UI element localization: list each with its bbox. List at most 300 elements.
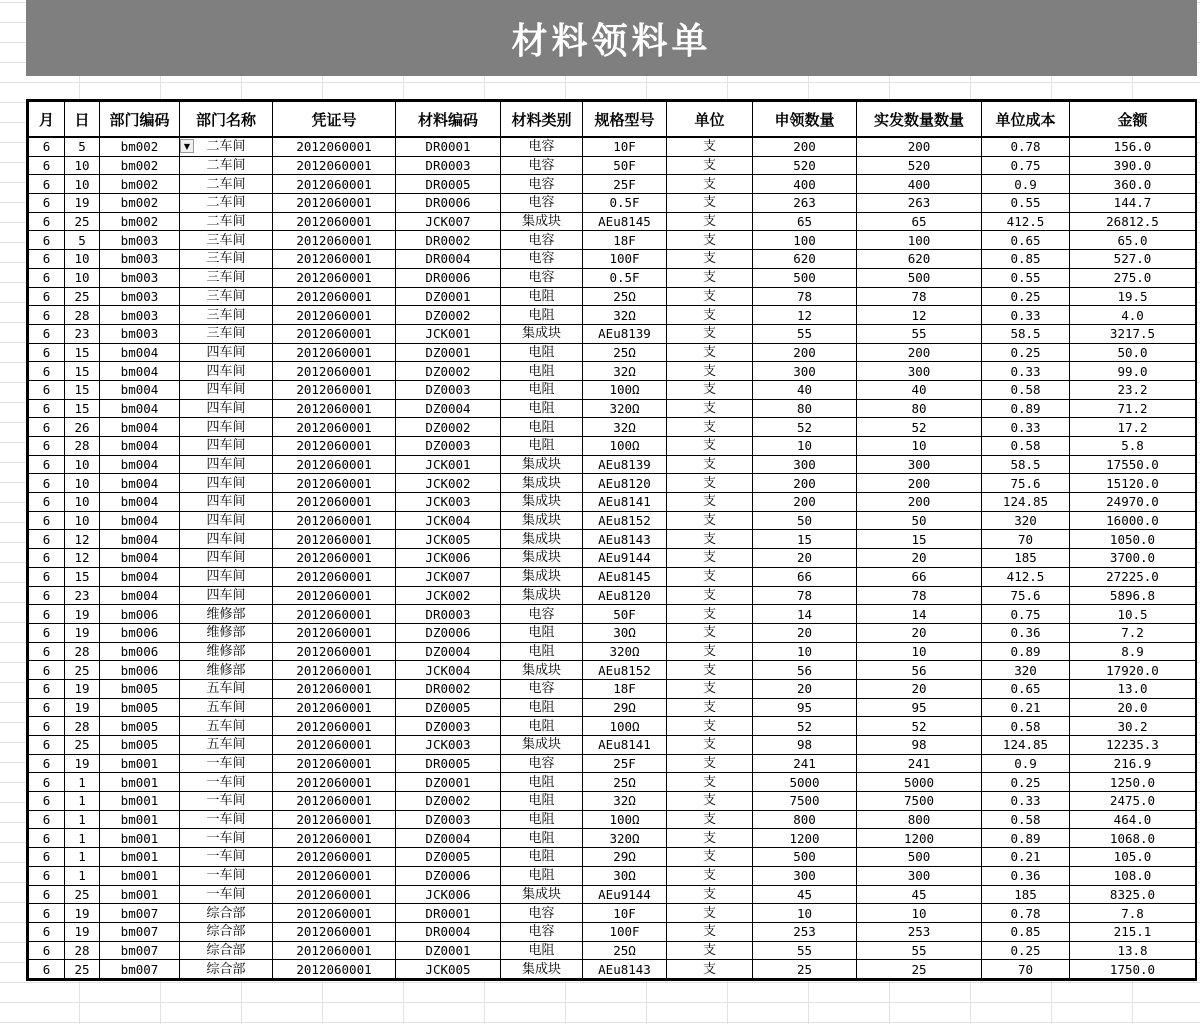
cell-amount[interactable]: 1050.0 bbox=[1070, 530, 1196, 549]
cell-requested-qty[interactable]: 1200 bbox=[753, 829, 857, 848]
cell-dept-code[interactable]: bm006 bbox=[100, 661, 180, 680]
cell-voucher-no[interactable]: 2012060001 bbox=[273, 866, 396, 885]
cell-unit-cost[interactable]: 0.89 bbox=[982, 829, 1070, 848]
cell-unit-cost[interactable]: 0.85 bbox=[982, 250, 1070, 269]
cell-day[interactable]: 10 bbox=[65, 175, 100, 194]
cell-requested-qty[interactable]: 520 bbox=[753, 156, 857, 175]
cell-requested-qty[interactable]: 65 bbox=[753, 212, 857, 231]
cell-requested-qty[interactable]: 10 bbox=[753, 642, 857, 661]
cell-day[interactable]: 1 bbox=[65, 848, 100, 867]
cell-requested-qty[interactable]: 300 bbox=[753, 455, 857, 474]
cell-spec-model[interactable]: AEu8152 bbox=[583, 511, 667, 530]
cell-unit-cost[interactable]: 0.9 bbox=[982, 754, 1070, 773]
cell-material-category[interactable]: 电阻 bbox=[501, 717, 583, 736]
column-header-amount[interactable]: 金额 bbox=[1070, 102, 1196, 138]
column-header-voucher-no[interactable]: 凭证号 bbox=[273, 102, 396, 138]
cell-unit-cost[interactable]: 185 bbox=[982, 549, 1070, 568]
cell-day[interactable]: 28 bbox=[65, 941, 100, 960]
cell-dept-code[interactable]: bm003 bbox=[100, 324, 180, 343]
cell-unit[interactable]: 支 bbox=[667, 567, 753, 586]
cell-spec-model[interactable]: 100F bbox=[583, 922, 667, 941]
cell-unit[interactable]: 支 bbox=[667, 904, 753, 923]
cell-issued-qty[interactable]: 520 bbox=[857, 156, 982, 175]
cell-unit-cost[interactable]: 320 bbox=[982, 661, 1070, 680]
cell-unit[interactable]: 支 bbox=[667, 324, 753, 343]
cell-month[interactable]: 6 bbox=[29, 941, 65, 960]
cell-issued-qty[interactable]: 52 bbox=[857, 418, 982, 437]
cell-dept-code[interactable]: bm007 bbox=[100, 904, 180, 923]
cell-dept-name[interactable]: 一车间 bbox=[180, 810, 273, 829]
cell-day[interactable]: 5 bbox=[65, 137, 100, 156]
cell-dept-name[interactable]: 维修部 bbox=[180, 661, 273, 680]
cell-dept-name[interactable]: 三车间 bbox=[180, 287, 273, 306]
cell-material-code[interactable]: JCK006 bbox=[396, 885, 501, 904]
cell-dept-code[interactable]: bm004 bbox=[100, 437, 180, 456]
cell-dept-name[interactable]: 二车间 bbox=[180, 194, 273, 213]
cell-amount[interactable]: 8.9 bbox=[1070, 642, 1196, 661]
cell-amount[interactable]: 71.2 bbox=[1070, 399, 1196, 418]
cell-material-category[interactable]: 电阻 bbox=[501, 343, 583, 362]
cell-amount[interactable]: 275.0 bbox=[1070, 268, 1196, 287]
cell-day[interactable]: 15 bbox=[65, 343, 100, 362]
cell-day[interactable]: 10 bbox=[65, 268, 100, 287]
cell-voucher-no[interactable]: 2012060001 bbox=[273, 212, 396, 231]
cell-issued-qty[interactable]: 56 bbox=[857, 661, 982, 680]
cell-month[interactable]: 6 bbox=[29, 567, 65, 586]
column-header-material-code[interactable]: 材料编码 bbox=[396, 102, 501, 138]
cell-issued-qty[interactable]: 45 bbox=[857, 885, 982, 904]
cell-voucher-no[interactable]: 2012060001 bbox=[273, 530, 396, 549]
cell-month[interactable]: 6 bbox=[29, 175, 65, 194]
cell-dept-name[interactable]: 四车间 bbox=[180, 455, 273, 474]
cell-unit[interactable]: 支 bbox=[667, 885, 753, 904]
cell-day[interactable]: 25 bbox=[65, 212, 100, 231]
cell-dept-name[interactable]: 一车间 bbox=[180, 754, 273, 773]
cell-amount[interactable]: 12235.3 bbox=[1070, 736, 1196, 755]
cell-requested-qty[interactable]: 40 bbox=[753, 380, 857, 399]
cell-dept-code[interactable]: bm004 bbox=[100, 380, 180, 399]
cell-day[interactable]: 26 bbox=[65, 418, 100, 437]
cell-dept-code[interactable]: bm004 bbox=[100, 455, 180, 474]
cell-voucher-no[interactable]: 2012060001 bbox=[273, 773, 396, 792]
cell-month[interactable]: 6 bbox=[29, 549, 65, 568]
cell-issued-qty[interactable]: 12 bbox=[857, 306, 982, 325]
cell-dept-code[interactable]: bm004 bbox=[100, 567, 180, 586]
cell-spec-model[interactable]: 30Ω bbox=[583, 866, 667, 885]
cell-month[interactable]: 6 bbox=[29, 736, 65, 755]
cell-dept-code[interactable]: bm001 bbox=[100, 792, 180, 811]
cell-dept-code[interactable]: bm004 bbox=[100, 586, 180, 605]
cell-material-category[interactable]: 电容 bbox=[501, 194, 583, 213]
cell-day[interactable]: 19 bbox=[65, 904, 100, 923]
cell-amount[interactable]: 17550.0 bbox=[1070, 455, 1196, 474]
cell-issued-qty[interactable]: 200 bbox=[857, 343, 982, 362]
cell-day[interactable]: 12 bbox=[65, 549, 100, 568]
cell-requested-qty[interactable]: 10 bbox=[753, 437, 857, 456]
cell-material-code[interactable]: JCK002 bbox=[396, 474, 501, 493]
cell-unit[interactable]: 支 bbox=[667, 866, 753, 885]
cell-material-code[interactable]: JCK007 bbox=[396, 212, 501, 231]
cell-material-category[interactable]: 电阻 bbox=[501, 399, 583, 418]
cell-material-code[interactable]: JCK001 bbox=[396, 324, 501, 343]
cell-voucher-no[interactable]: 2012060001 bbox=[273, 231, 396, 250]
cell-requested-qty[interactable]: 200 bbox=[753, 137, 857, 156]
cell-material-code[interactable]: DZ0003 bbox=[396, 810, 501, 829]
cell-dept-name[interactable]: 四车间 bbox=[180, 399, 273, 418]
cell-amount[interactable]: 105.0 bbox=[1070, 848, 1196, 867]
cell-dept-code[interactable]: bm003 bbox=[100, 287, 180, 306]
cell-voucher-no[interactable]: 2012060001 bbox=[273, 306, 396, 325]
cell-month[interactable]: 6 bbox=[29, 380, 65, 399]
cell-dept-name[interactable]: 二车间 bbox=[180, 175, 273, 194]
cell-amount[interactable]: 390.0 bbox=[1070, 156, 1196, 175]
cell-day[interactable]: 15 bbox=[65, 380, 100, 399]
cell-issued-qty[interactable]: 55 bbox=[857, 324, 982, 343]
cell-material-category[interactable]: 电阻 bbox=[501, 866, 583, 885]
cell-unit[interactable]: 支 bbox=[667, 231, 753, 250]
cell-amount[interactable]: 3217.5 bbox=[1070, 324, 1196, 343]
cell-voucher-no[interactable]: 2012060001 bbox=[273, 324, 396, 343]
cell-amount[interactable]: 464.0 bbox=[1070, 810, 1196, 829]
cell-voucher-no[interactable]: 2012060001 bbox=[273, 642, 396, 661]
cell-requested-qty[interactable]: 55 bbox=[753, 941, 857, 960]
cell-issued-qty[interactable]: 20 bbox=[857, 679, 982, 698]
cell-issued-qty[interactable]: 100 bbox=[857, 231, 982, 250]
cell-month[interactable]: 6 bbox=[29, 960, 65, 979]
cell-material-category[interactable]: 集成块 bbox=[501, 586, 583, 605]
cell-spec-model[interactable]: 29Ω bbox=[583, 848, 667, 867]
cell-unit[interactable]: 支 bbox=[667, 156, 753, 175]
cell-dept-code[interactable]: bm004 bbox=[100, 530, 180, 549]
cell-month[interactable]: 6 bbox=[29, 343, 65, 362]
cell-dept-code[interactable]: bm005 bbox=[100, 736, 180, 755]
cell-unit-cost[interactable]: 70 bbox=[982, 530, 1070, 549]
cell-requested-qty[interactable]: 14 bbox=[753, 605, 857, 624]
cell-spec-model[interactable]: AEu8120 bbox=[583, 474, 667, 493]
cell-dept-code[interactable]: bm002 bbox=[100, 194, 180, 213]
cell-voucher-no[interactable]: 2012060001 bbox=[273, 287, 396, 306]
cell-voucher-no[interactable]: 2012060001 bbox=[273, 567, 396, 586]
cell-voucher-no[interactable]: 2012060001 bbox=[273, 250, 396, 269]
cell-dept-name[interactable]: 一车间 bbox=[180, 848, 273, 867]
cell-voucher-no[interactable]: 2012060001 bbox=[273, 511, 396, 530]
cell-dept-name[interactable]: 一车间 bbox=[180, 792, 273, 811]
cell-material-code[interactable]: DZ0006 bbox=[396, 623, 501, 642]
cell-amount[interactable]: 360.0 bbox=[1070, 175, 1196, 194]
cell-voucher-no[interactable]: 2012060001 bbox=[273, 605, 396, 624]
cell-dept-name[interactable]: 维修部 bbox=[180, 605, 273, 624]
cell-amount[interactable]: 7.2 bbox=[1070, 623, 1196, 642]
cell-spec-model[interactable]: 100Ω bbox=[583, 437, 667, 456]
cell-spec-model[interactable]: 100F bbox=[583, 250, 667, 269]
cell-material-category[interactable]: 电容 bbox=[501, 156, 583, 175]
cell-material-category[interactable]: 电容 bbox=[501, 137, 583, 156]
cell-unit[interactable]: 支 bbox=[667, 829, 753, 848]
cell-month[interactable]: 6 bbox=[29, 137, 65, 156]
cell-requested-qty[interactable]: 10 bbox=[753, 904, 857, 923]
cell-day[interactable]: 10 bbox=[65, 493, 100, 512]
cell-unit-cost[interactable]: 0.36 bbox=[982, 866, 1070, 885]
cell-voucher-no[interactable]: 2012060001 bbox=[273, 399, 396, 418]
cell-unit-cost[interactable]: 0.25 bbox=[982, 343, 1070, 362]
cell-spec-model[interactable]: 25F bbox=[583, 175, 667, 194]
cell-amount[interactable]: 215.1 bbox=[1070, 922, 1196, 941]
cell-issued-qty[interactable]: 55 bbox=[857, 941, 982, 960]
cell-requested-qty[interactable]: 55 bbox=[753, 324, 857, 343]
cell-dept-name[interactable]: 五车间 bbox=[180, 698, 273, 717]
cell-dept-code[interactable]: bm004 bbox=[100, 399, 180, 418]
cell-month[interactable]: 6 bbox=[29, 212, 65, 231]
cell-unit[interactable]: 支 bbox=[667, 661, 753, 680]
cell-unit-cost[interactable]: 0.78 bbox=[982, 904, 1070, 923]
cell-issued-qty[interactable]: 25 bbox=[857, 960, 982, 979]
cell-requested-qty[interactable]: 241 bbox=[753, 754, 857, 773]
column-header-requested-qty[interactable]: 申领数量 bbox=[753, 102, 857, 138]
cell-voucher-no[interactable]: 2012060001 bbox=[273, 829, 396, 848]
cell-day[interactable]: 12 bbox=[65, 530, 100, 549]
cell-spec-model[interactable]: 320Ω bbox=[583, 642, 667, 661]
cell-voucher-no[interactable]: 2012060001 bbox=[273, 493, 396, 512]
cell-amount[interactable]: 17920.0 bbox=[1070, 661, 1196, 680]
cell-dept-code[interactable]: bm001 bbox=[100, 848, 180, 867]
cell-material-category[interactable]: 电阻 bbox=[501, 623, 583, 642]
cell-material-code[interactable]: DZ0002 bbox=[396, 306, 501, 325]
cell-unit-cost[interactable]: 70 bbox=[982, 960, 1070, 979]
cell-unit[interactable]: 支 bbox=[667, 455, 753, 474]
cell-amount[interactable]: 16000.0 bbox=[1070, 511, 1196, 530]
cell-issued-qty[interactable]: 200 bbox=[857, 137, 982, 156]
cell-amount[interactable]: 65.0 bbox=[1070, 231, 1196, 250]
cell-unit-cost[interactable]: 58.5 bbox=[982, 455, 1070, 474]
cell-unit[interactable]: 支 bbox=[667, 960, 753, 979]
cell-spec-model[interactable]: 10F bbox=[583, 904, 667, 923]
cell-day[interactable]: 28 bbox=[65, 717, 100, 736]
column-header-month[interactable]: 月 bbox=[29, 102, 65, 138]
cell-day[interactable]: 25 bbox=[65, 960, 100, 979]
cell-unit-cost[interactable]: 185 bbox=[982, 885, 1070, 904]
cell-requested-qty[interactable]: 7500 bbox=[753, 792, 857, 811]
cell-spec-model[interactable]: 0.5F bbox=[583, 268, 667, 287]
cell-unit-cost[interactable]: 0.78 bbox=[982, 137, 1070, 156]
cell-day[interactable]: 1 bbox=[65, 810, 100, 829]
cell-material-code[interactable]: DZ0004 bbox=[396, 642, 501, 661]
cell-unit[interactable]: 支 bbox=[667, 717, 753, 736]
cell-requested-qty[interactable]: 500 bbox=[753, 268, 857, 287]
cell-month[interactable]: 6 bbox=[29, 679, 65, 698]
cell-voucher-no[interactable]: 2012060001 bbox=[273, 941, 396, 960]
cell-requested-qty[interactable]: 500 bbox=[753, 848, 857, 867]
cell-material-code[interactable]: DZ0001 bbox=[396, 773, 501, 792]
cell-dept-name[interactable]: 三车间 bbox=[180, 250, 273, 269]
cell-unit-cost[interactable]: 0.25 bbox=[982, 287, 1070, 306]
cell-unit[interactable]: 支 bbox=[667, 418, 753, 437]
cell-day[interactable]: 1 bbox=[65, 829, 100, 848]
cell-spec-model[interactable]: 32Ω bbox=[583, 418, 667, 437]
cell-material-code[interactable]: JCK002 bbox=[396, 586, 501, 605]
cell-spec-model[interactable]: AEu8145 bbox=[583, 212, 667, 231]
cell-amount[interactable]: 13.8 bbox=[1070, 941, 1196, 960]
cell-day[interactable]: 10 bbox=[65, 474, 100, 493]
cell-requested-qty[interactable]: 95 bbox=[753, 698, 857, 717]
cell-issued-qty[interactable]: 65 bbox=[857, 212, 982, 231]
cell-requested-qty[interactable]: 5000 bbox=[753, 773, 857, 792]
cell-issued-qty[interactable]: 300 bbox=[857, 866, 982, 885]
cell-material-category[interactable]: 电阻 bbox=[501, 698, 583, 717]
cell-dept-name[interactable]: 综合部 bbox=[180, 960, 273, 979]
cell-unit[interactable]: 支 bbox=[667, 792, 753, 811]
chevron-down-icon[interactable]: ▼ bbox=[180, 139, 194, 153]
cell-spec-model[interactable]: AEu8139 bbox=[583, 455, 667, 474]
cell-amount[interactable]: 108.0 bbox=[1070, 866, 1196, 885]
cell-dept-code[interactable]: bm004 bbox=[100, 474, 180, 493]
cell-spec-model[interactable]: 320Ω bbox=[583, 829, 667, 848]
cell-material-code[interactable]: DZ0001 bbox=[396, 343, 501, 362]
cell-requested-qty[interactable]: 20 bbox=[753, 549, 857, 568]
cell-material-category[interactable]: 电阻 bbox=[501, 848, 583, 867]
cell-unit-cost[interactable]: 0.21 bbox=[982, 848, 1070, 867]
cell-unit-cost[interactable]: 124.85 bbox=[982, 493, 1070, 512]
cell-amount[interactable]: 15120.0 bbox=[1070, 474, 1196, 493]
cell-spec-model[interactable]: 25Ω bbox=[583, 941, 667, 960]
cell-unit[interactable]: 支 bbox=[667, 306, 753, 325]
cell-unit[interactable]: 支 bbox=[667, 530, 753, 549]
cell-material-code[interactable]: DZ0003 bbox=[396, 380, 501, 399]
cell-unit[interactable]: 支 bbox=[667, 137, 753, 156]
cell-dept-code[interactable]: bm002 bbox=[100, 137, 180, 156]
cell-voucher-no[interactable]: 2012060001 bbox=[273, 437, 396, 456]
cell-issued-qty[interactable]: 253 bbox=[857, 922, 982, 941]
cell-dept-code[interactable]: bm006 bbox=[100, 642, 180, 661]
cell-material-category[interactable]: 电容 bbox=[501, 605, 583, 624]
cell-requested-qty[interactable]: 620 bbox=[753, 250, 857, 269]
cell-dept-name[interactable]: 四车间 bbox=[180, 586, 273, 605]
cell-unit[interactable]: 支 bbox=[667, 474, 753, 493]
cell-material-code[interactable]: DZ0003 bbox=[396, 437, 501, 456]
cell-voucher-no[interactable]: 2012060001 bbox=[273, 904, 396, 923]
cell-unit-cost[interactable]: 412.5 bbox=[982, 212, 1070, 231]
cell-material-code[interactable]: DR0006 bbox=[396, 268, 501, 287]
cell-dept-name[interactable]: 四车间 bbox=[180, 567, 273, 586]
cell-issued-qty[interactable]: 98 bbox=[857, 736, 982, 755]
cell-month[interactable]: 6 bbox=[29, 810, 65, 829]
cell-unit-cost[interactable]: 0.21 bbox=[982, 698, 1070, 717]
cell-day[interactable]: 15 bbox=[65, 362, 100, 381]
cell-dept-name[interactable]: 一车间 bbox=[180, 885, 273, 904]
column-header-day[interactable]: 日 bbox=[65, 102, 100, 138]
cell-amount[interactable]: 19.5 bbox=[1070, 287, 1196, 306]
cell-spec-model[interactable]: 0.5F bbox=[583, 194, 667, 213]
cell-month[interactable]: 6 bbox=[29, 194, 65, 213]
cell-unit[interactable]: 支 bbox=[667, 493, 753, 512]
cell-day[interactable]: 19 bbox=[65, 623, 100, 642]
cell-day[interactable]: 25 bbox=[65, 661, 100, 680]
cell-day[interactable]: 1 bbox=[65, 773, 100, 792]
cell-material-category[interactable]: 电容 bbox=[501, 175, 583, 194]
cell-dept-code[interactable]: bm005 bbox=[100, 698, 180, 717]
cell-amount[interactable]: 30.2 bbox=[1070, 717, 1196, 736]
cell-material-category[interactable]: 电阻 bbox=[501, 829, 583, 848]
cell-requested-qty[interactable]: 20 bbox=[753, 679, 857, 698]
cell-amount[interactable]: 26812.5 bbox=[1070, 212, 1196, 231]
cell-requested-qty[interactable]: 100 bbox=[753, 231, 857, 250]
cell-unit-cost[interactable]: 0.85 bbox=[982, 922, 1070, 941]
cell-material-category[interactable]: 电容 bbox=[501, 231, 583, 250]
cell-dept-code[interactable]: bm007 bbox=[100, 941, 180, 960]
cell-voucher-no[interactable]: 2012060001 bbox=[273, 137, 396, 156]
cell-material-category[interactable]: 集成块 bbox=[501, 885, 583, 904]
cell-unit-cost[interactable]: 0.25 bbox=[982, 773, 1070, 792]
cell-dept-code[interactable]: bm001 bbox=[100, 829, 180, 848]
cell-voucher-no[interactable]: 2012060001 bbox=[273, 175, 396, 194]
cell-unit-cost[interactable]: 412.5 bbox=[982, 567, 1070, 586]
cell-spec-model[interactable]: 32Ω bbox=[583, 792, 667, 811]
cell-requested-qty[interactable]: 300 bbox=[753, 866, 857, 885]
cell-issued-qty[interactable]: 7500 bbox=[857, 792, 982, 811]
cell-amount[interactable]: 20.0 bbox=[1070, 698, 1196, 717]
cell-dept-code[interactable]: bm005 bbox=[100, 717, 180, 736]
cell-material-code[interactable]: DR0002 bbox=[396, 231, 501, 250]
cell-material-code[interactable]: DZ0001 bbox=[396, 941, 501, 960]
cell-unit[interactable]: 支 bbox=[667, 605, 753, 624]
cell-spec-model[interactable]: AEu8145 bbox=[583, 567, 667, 586]
cell-dept-code[interactable]: bm007 bbox=[100, 922, 180, 941]
cell-material-code[interactable]: DZ0002 bbox=[396, 362, 501, 381]
cell-amount[interactable]: 24970.0 bbox=[1070, 493, 1196, 512]
cell-dept-name[interactable]: 四车间 bbox=[180, 362, 273, 381]
cell-unit-cost[interactable]: 0.58 bbox=[982, 380, 1070, 399]
cell-dept-name[interactable]: 综合部 bbox=[180, 904, 273, 923]
cell-unit-cost[interactable]: 0.75 bbox=[982, 156, 1070, 175]
cell-unit[interactable]: 支 bbox=[667, 194, 753, 213]
cell-day[interactable]: 10 bbox=[65, 250, 100, 269]
cell-dept-name[interactable]: 综合部 bbox=[180, 922, 273, 941]
cell-dept-code[interactable]: bm001 bbox=[100, 885, 180, 904]
cell-dept-name[interactable]: 四车间 bbox=[180, 474, 273, 493]
cell-unit[interactable]: 支 bbox=[667, 736, 753, 755]
cell-day[interactable]: 25 bbox=[65, 885, 100, 904]
cell-amount[interactable]: 27225.0 bbox=[1070, 567, 1196, 586]
cell-material-category[interactable]: 电阻 bbox=[501, 773, 583, 792]
cell-month[interactable]: 6 bbox=[29, 586, 65, 605]
cell-material-code[interactable]: DR0005 bbox=[396, 754, 501, 773]
cell-material-category[interactable]: 电阻 bbox=[501, 792, 583, 811]
cell-material-category[interactable]: 集成块 bbox=[501, 567, 583, 586]
cell-amount[interactable]: 216.9 bbox=[1070, 754, 1196, 773]
cell-spec-model[interactable]: AEu8139 bbox=[583, 324, 667, 343]
cell-material-code[interactable]: JCK004 bbox=[396, 511, 501, 530]
cell-unit[interactable]: 支 bbox=[667, 212, 753, 231]
cell-unit-cost[interactable]: 0.33 bbox=[982, 306, 1070, 325]
cell-material-category[interactable]: 电阻 bbox=[501, 362, 583, 381]
cell-unit-cost[interactable]: 0.25 bbox=[982, 941, 1070, 960]
cell-day[interactable]: 28 bbox=[65, 437, 100, 456]
cell-spec-model[interactable]: 18F bbox=[583, 231, 667, 250]
cell-day[interactable]: 19 bbox=[65, 754, 100, 773]
cell-spec-model[interactable]: 32Ω bbox=[583, 306, 667, 325]
cell-requested-qty[interactable]: 66 bbox=[753, 567, 857, 586]
cell-voucher-no[interactable]: 2012060001 bbox=[273, 418, 396, 437]
cell-voucher-no[interactable]: 2012060001 bbox=[273, 268, 396, 287]
cell-dept-name[interactable]: 四车间 bbox=[180, 511, 273, 530]
cell-unit[interactable]: 支 bbox=[667, 941, 753, 960]
cell-voucher-no[interactable]: 2012060001 bbox=[273, 343, 396, 362]
cell-dept-code[interactable]: bm002 bbox=[100, 175, 180, 194]
cell-requested-qty[interactable]: 56 bbox=[753, 661, 857, 680]
cell-material-category[interactable]: 集成块 bbox=[501, 455, 583, 474]
cell-issued-qty[interactable]: 66 bbox=[857, 567, 982, 586]
cell-material-code[interactable]: JCK007 bbox=[396, 567, 501, 586]
cell-requested-qty[interactable]: 200 bbox=[753, 493, 857, 512]
